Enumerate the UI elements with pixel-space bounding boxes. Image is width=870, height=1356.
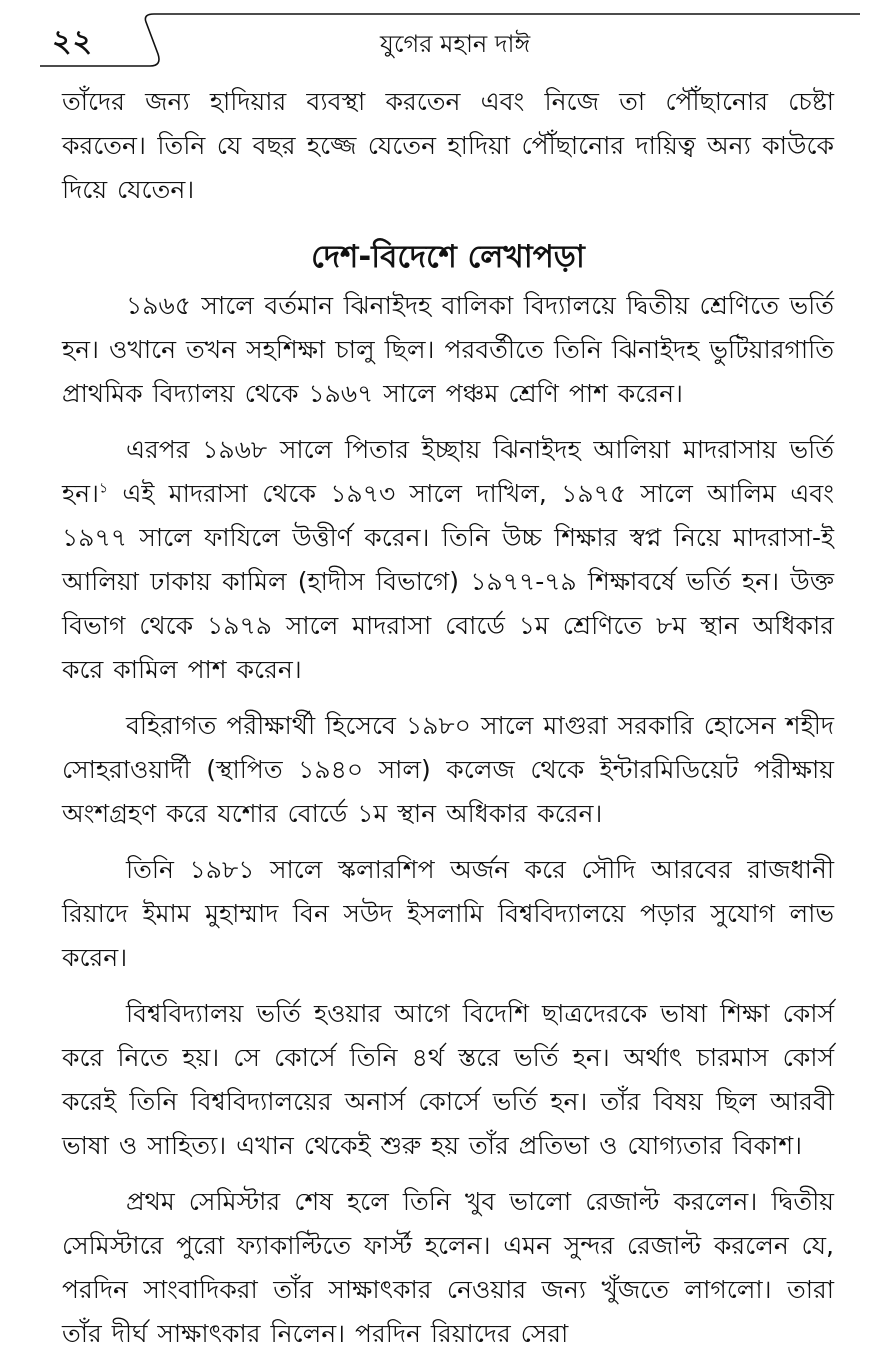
paragraph-3: বহিরাগত পরীক্ষার্থী হিসেবে ১৯৮০ সালে মাগুরা সরকারি হোসেন শহীদ সোহরাওয়ার্দী (স্থাপিত ১৯৪০ সাল) কলেজ থেকে ইন্টারমিডিয়েট পরীক্ষায় অংশগ্রহণ করে যশোর বোর্ডে ১ম স্থান অধিকার করেন। [62, 711, 834, 828]
section-heading: দেশ-বিদেশে লেখাপড়া [311, 239, 585, 275]
paragraph-4: তিনি ১৯৮১ সালে স্কলারশিপ অর্জন করে সৌদি আরবের রাজধানী রিয়াদে ইমাম মুহাম্মাদ বিন সউদ ইসলামি বিশ্ববিদ্যালয়ে পড়ার সুযোগ লাভ করেন। [62, 855, 834, 972]
footnote-marker: ১ [99, 480, 109, 497]
paragraph-2 [62, 428, 834, 692]
paragraph-2-text-start: এরপর ১৯৬৮ সালে পিতার ইচ্ছায় ঝিনাইদহ আলিয়া মাদরাসায় ভর্তি হন। [62, 435, 834, 508]
page-header [0, 0, 870, 80]
paragraph-1: ১৯৬৫ সালে বর্তমান ঝিনাইদহ বালিকা বিদ্যালয়ে দ্বিতীয় শ্রেণিতে ভর্তি হন। ওখানে তখন সহশিক্ষা চালু ছিল। পরবর্তীতে তিনি ঝিনাইদহ ভুটিয়ারগাতি প্রাথমিক বিদ্যালয় থেকে ১৯৬৭ সালে পঞ্চম শ্রেণি পাশ করেন। [62, 291, 834, 408]
paragraph-5: বিশ্ববিদ্যালয় ভর্তি হওয়ার আগে বিদেশি ছাত্রদেরকে ভাষা শিক্ষা কোর্স করে নিতে হয়। সে কোর্সে তিনি ৪র্থ স্তরে ভর্তি হন। অর্থাৎ চারমাস কোর্স করেই তিনি বিশ্ববিদ্যালয়ের অনার্স কোর্সে ভর্তি হন। তাঁর বিষয় ছিল আরবী ভাষা ও সাহিত্য। এখান থেকেই শুরু হয় তাঁর প্রতিভা ও যোগ্যতার বিকাশ। [62, 999, 834, 1160]
page-body [62, 80, 834, 1356]
paragraph-6: প্রথম সেমিস্টার শেষ হলে তিনি খুব ভালো রেজাল্ট করলেন। দ্বিতীয় সেমিস্টারে পুরো ফ্যাকাল্টিতে ফার্স্ট হলেন। এমন সুন্দর রেজাল্ট করলেন যে, পরদিন সাংবাদিকরা তাঁর সাক্ষাৎকার নেওয়ার জন্য খুঁজতে লাগলো। তারা তাঁর দীর্ঘ সাক্ষাৎকার নিলেন। পরদিন রিয়াদের সেরা [62, 1187, 834, 1348]
paragraph-2-text-end: এই মাদরাসা থেকে ১৯৭৩ সালে দাখিল, ১৯৭৫ সালে আলিম এবং ১৯৭৭ সালে ফাযিলে উত্তীর্ণ করেন। তিনি উচ্চ শিক্ষার স্বপ্ন নিয়ে মাদরাসা-ই আলিয়া ঢাকায় কামিল (হাদীস বিভাগে) ১৯৭৭-৭৯ শিক্ষাবর্ষে ভর্তি হন। উক্ত বিভাগ থেকে ১৯৭৯ সালে মাদরাসা বোর্ডে ১ম শ্রেণিতে ৮ম স্থান অধিকার করে কামিল পাশ করেন। [62, 479, 834, 684]
continuation-paragraph: তাঁদের জন্য হাদিয়ার ব্যবস্থা করতেন এবং নিজে তা পৌঁছানোর চেষ্টা করতেন। তিনি যে বছর হজ্জে যেতেন হাদিয়া পৌঁছানোর দায়িত্ব অন্য কাউকে দিয়ে যেতেন। [62, 87, 834, 204]
running-title: যুগের মহান দাঈ [380, 30, 531, 58]
page-number: ২২ [52, 24, 94, 59]
